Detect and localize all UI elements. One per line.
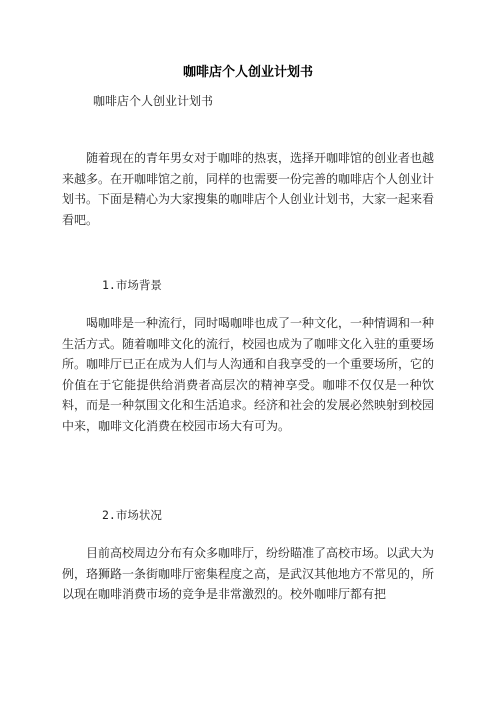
section-body-market-background: 喝咖啡是一种流行，同时喝咖啡也成了一种文化，一种情调和一种生活方式。随着咖啡文化的流行，校园也成为了咖啡文化入驻的重要场所。咖啡厅已正在成为人们与人沟通和自我享受的一个重要场所，它的价值在于它能提供给消费者高层次的精神享受。咖啡不仅仅是一种饮料，而是一种氛围文化和生活追求。经济和社会的发展必然映射到校园中来，咖啡文化消费在校园市场大有可为。 — [62, 316, 435, 433]
section-heading-market-background: 1.市场背景 — [102, 278, 162, 292]
section-heading-market-status: 2.市场状况 — [102, 508, 162, 522]
section-body-market-status: 目前高校周边分布有众多咖啡厅，纷纷瞄准了高校市场。以武大为例，珞狮路一条街咖啡厅密集程度之高，是武汉其他地方不常见的，所以现在咖啡消费市场的竞争是非常激烈的。校外咖啡厅都有把 — [62, 546, 435, 601]
document-subtitle: 咖啡店个人创业计划书 — [93, 94, 214, 108]
document-title: 咖啡店个人创业计划书 — [182, 65, 313, 80]
intro-paragraph: 随着现在的青年男女对于咖啡的热衷，选择开咖啡馆的创业者也越来越多。在开咖啡馆之前，同样的也需要一份完善的咖啡店个人创业计划书。下面是精心为大家搜集的咖啡店个人创业计划书，大家一起来看看吧。 — [62, 151, 435, 227]
